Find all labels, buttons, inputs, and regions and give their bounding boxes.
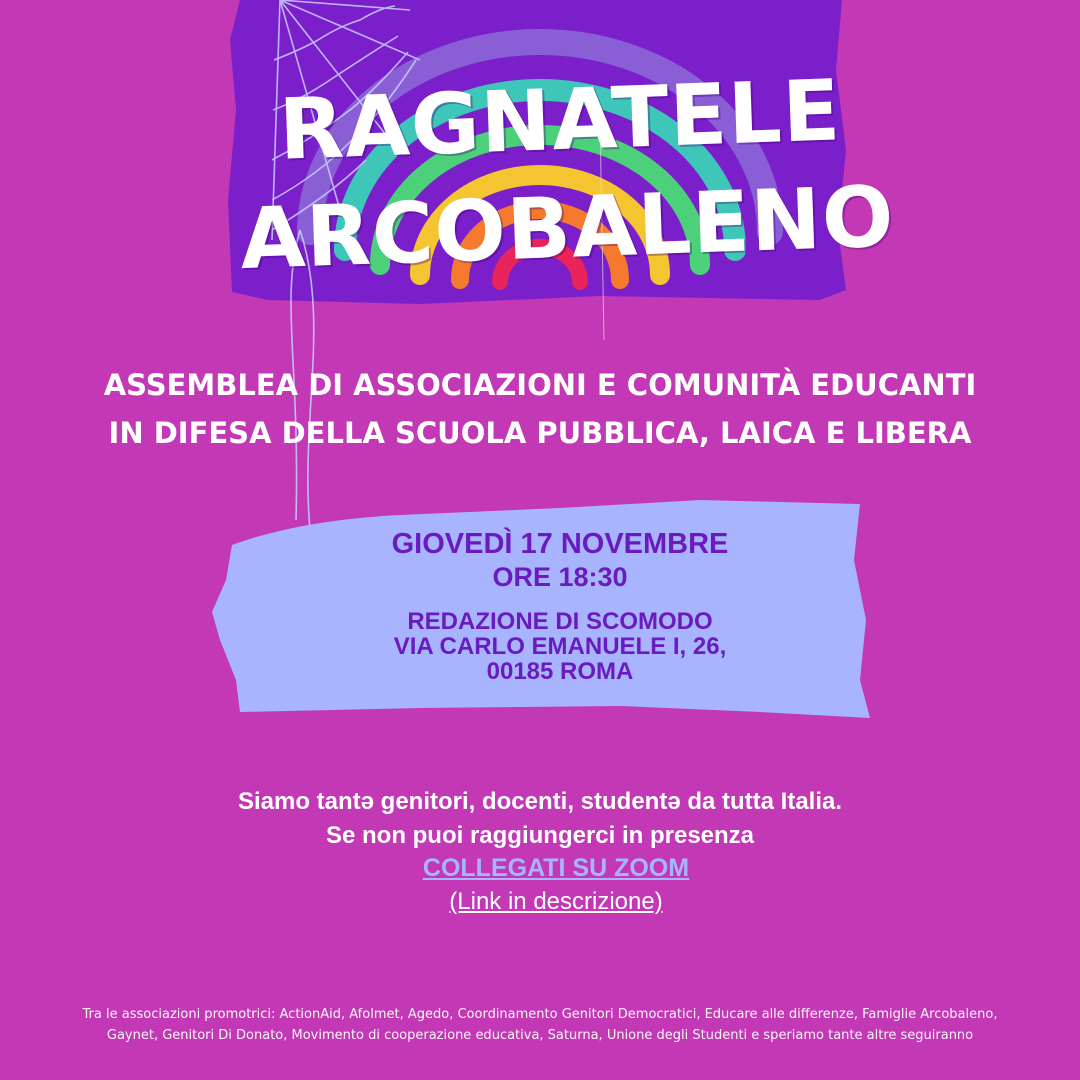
venue-address: VIA CARLO EMANUELE I, 26,	[393, 633, 727, 660]
title-line-1: RAGNATELE	[277, 61, 843, 179]
venue-city: 00185 ROMA	[486, 658, 634, 685]
subtitle-line-1: ASSEMBLEA DI ASSOCIAZIONI E COMUNITÀ EDUCANTI	[103, 368, 977, 402]
footer-line-2: Gaynet, Genitori Di Donato, Movimento di cooperazione educativa, Saturna, Unione degli Studenti e speriamo tante altre seguiranno	[106, 1028, 974, 1043]
event-date: GIOVEDÌ 17 NOVEMBRE	[391, 528, 729, 560]
venue-name: REDAZIONE DI SCOMODO	[407, 608, 713, 635]
message-line-2: Se non puoi raggiungerci in presenza	[325, 822, 755, 849]
description-link[interactable]: (Link in descrizione)	[449, 888, 663, 915]
message-line-1: Siamo tantə genitori, docenti, studentə da tutta Italia.	[237, 788, 843, 815]
event-time: ORE 18:30	[492, 562, 628, 592]
title-line-2: ARCOBALENO	[238, 167, 896, 289]
footer-line-1: Tra le associazioni promotrici: ActionAid, Afolmet, Agedo, Coordinamento Genitori Democratici, Educare alle differenze, Famiglie Arcobaleno,	[82, 1007, 998, 1022]
zoom-link[interactable]: COLLEGATI SU ZOOM	[422, 854, 690, 882]
subtitle-line-2: IN DIFESA DELLA SCUOLA PUBBLICA, LAICA E LIBERA	[108, 416, 972, 450]
